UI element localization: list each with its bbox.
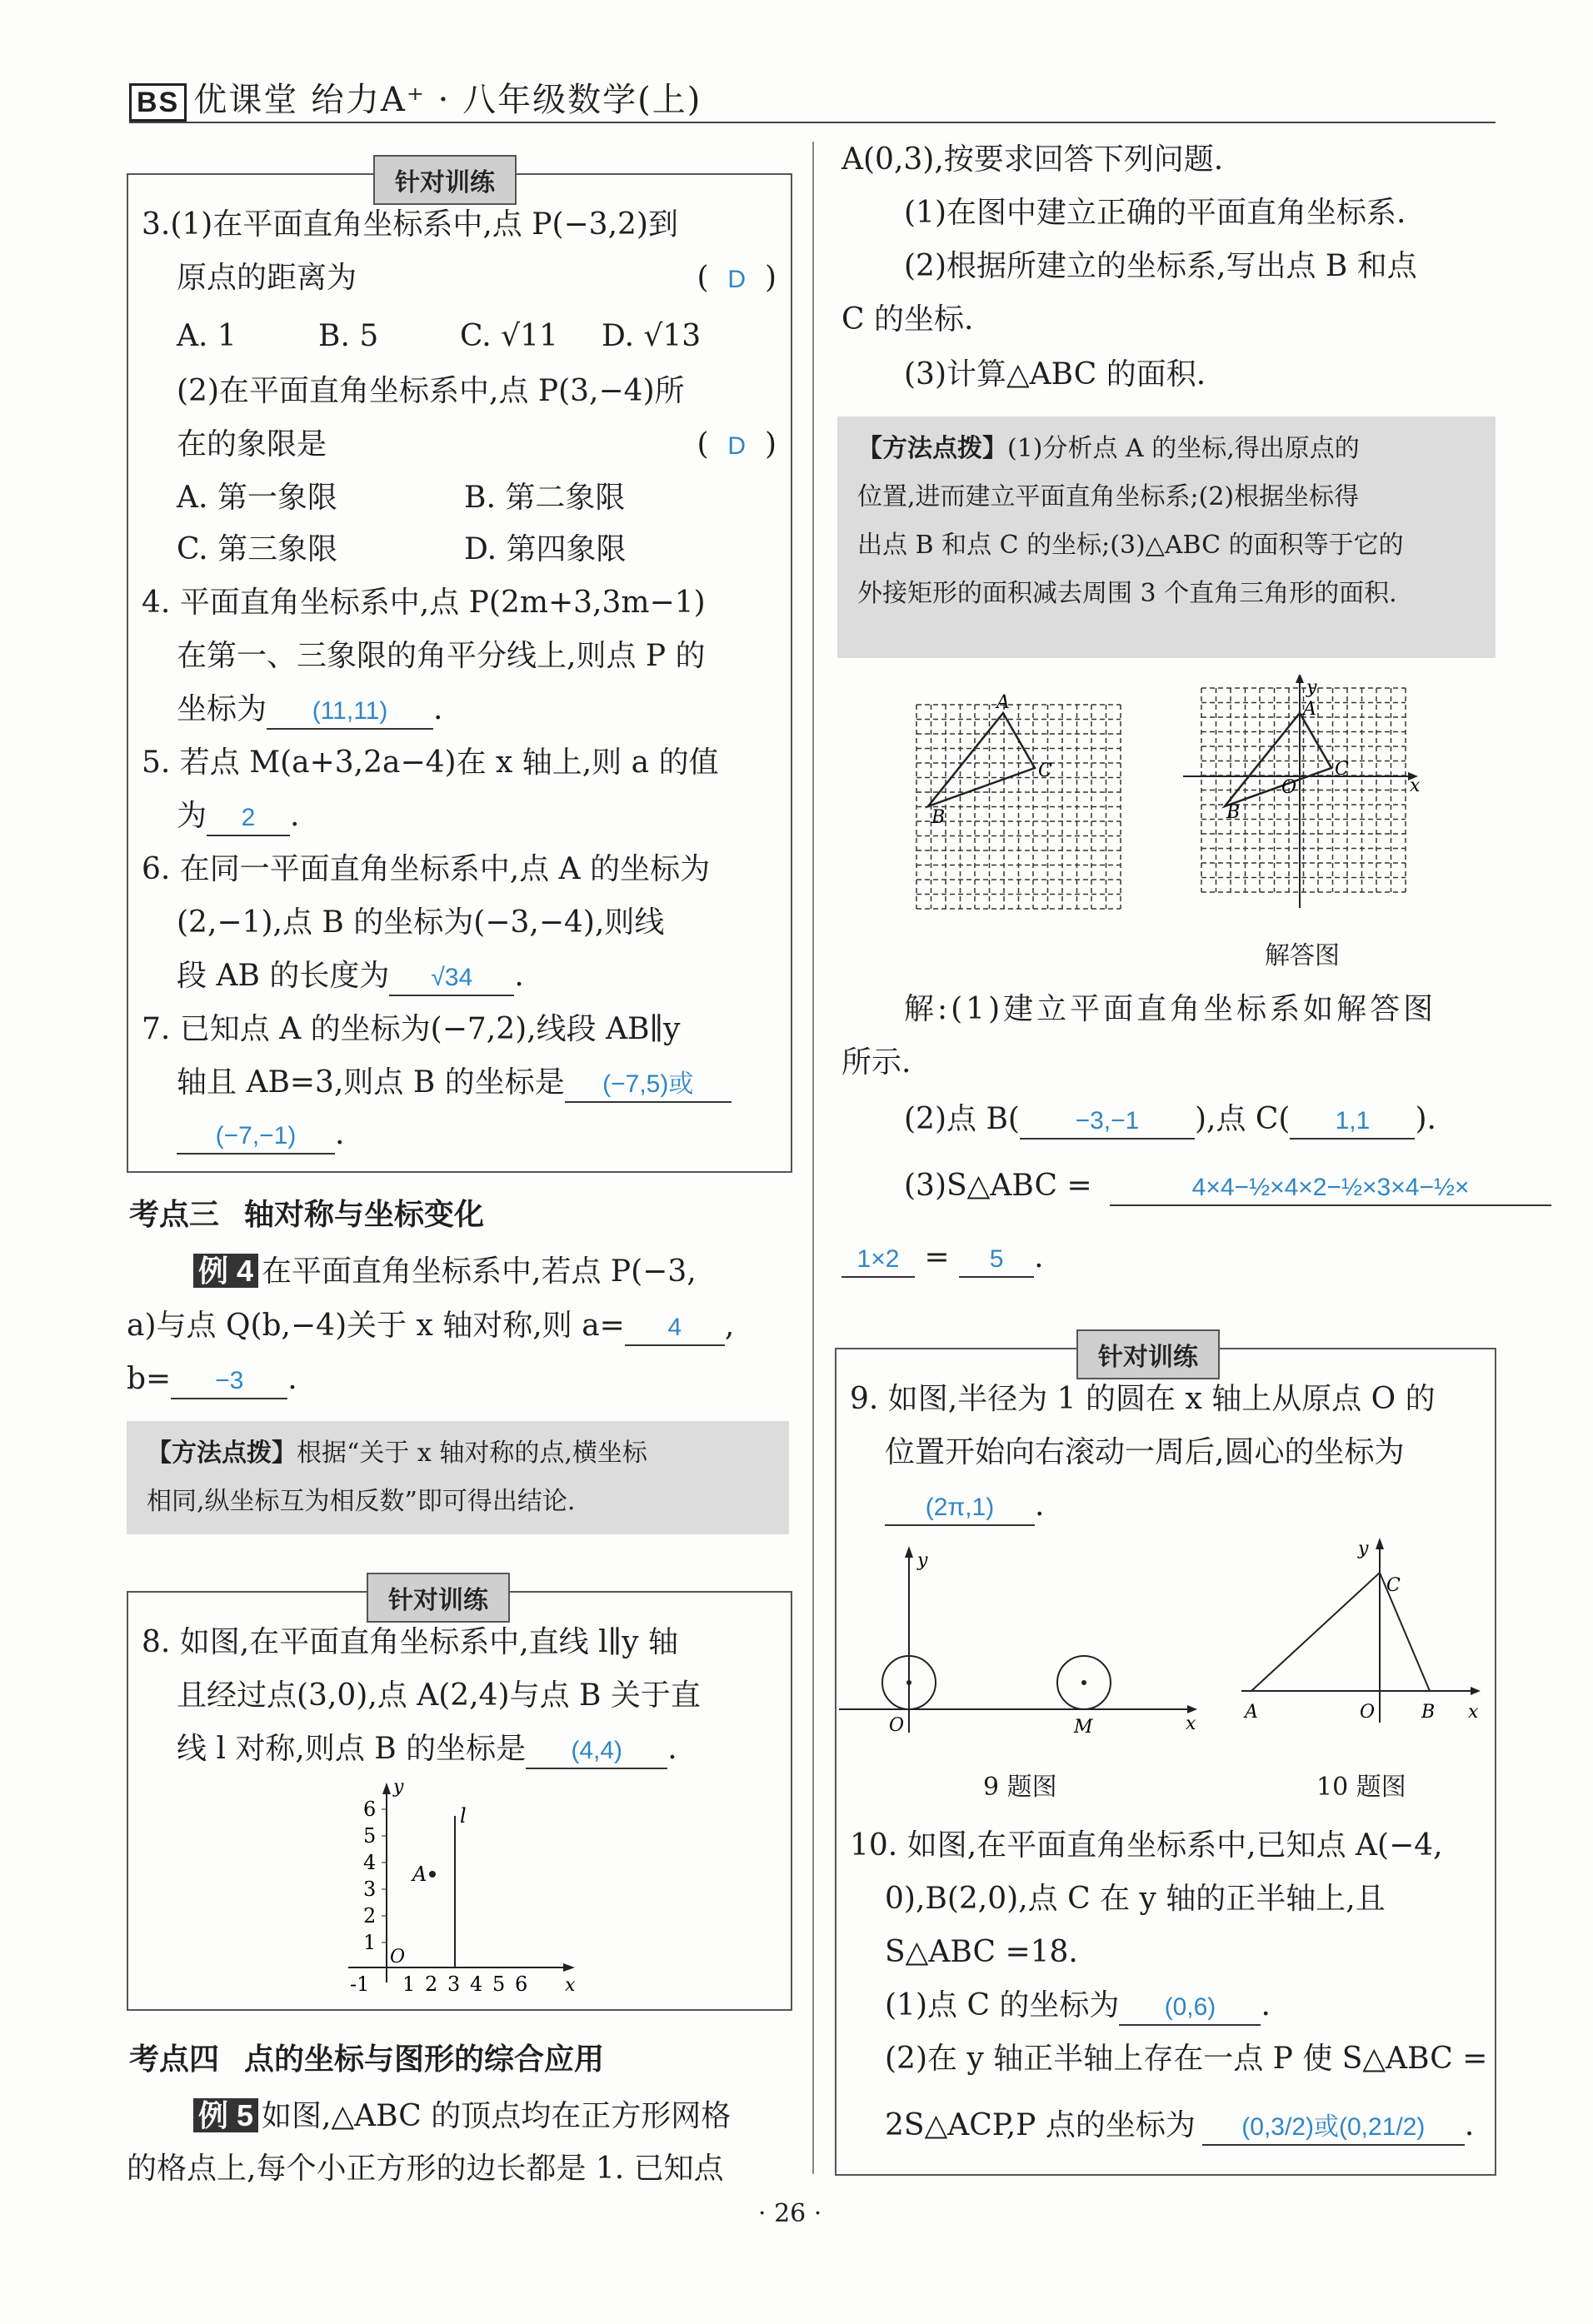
q8-x-tick-label: 4	[470, 1972, 483, 1996]
fig9-label-m: M	[1074, 1717, 1093, 1738]
r-line3: (2)根据所建立的坐标系,写出点 B 和点	[904, 249, 1417, 283]
q3-2-answer: ( D )	[697, 427, 777, 461]
figure-9-caption: 9 题图	[983, 1773, 1057, 1802]
q3-1-line2	[177, 252, 777, 305]
fig9-label-y: y	[917, 1550, 928, 1571]
q6-line2: (2,−1),点 B 的坐标为(−3,−4),则线	[177, 905, 665, 940]
triangle-abc-right	[1225, 713, 1331, 806]
q8-line3: 线 l 对称,则点 B 的坐标是 (4,4) .	[177, 1723, 677, 1776]
q8-y-tick-label: 2	[363, 1904, 377, 1928]
page-number: · 26 ·	[758, 2199, 822, 2228]
q7-line1: 7. 已知点 A 的坐标为(−7,2),线段 AB∥y	[142, 1012, 681, 1046]
method-tip-1: 【方法点拨】根据“关于 x 轴对称的点,横坐标 相同,纵坐标互为相反数”即可得出结论.	[127, 1421, 789, 1534]
q6-line3: 段 AB 的长度为 √34 .	[177, 950, 524, 1003]
q7-line2: 轴且 AB=3,则点 B 的坐标是 (−7,5)或	[177, 1056, 732, 1110]
q8-line2: 且经过点(3,0),点 A(2,4)与点 B 关于直	[177, 1678, 701, 1713]
figure-9	[837, 1541, 1208, 1741]
fig9-center-end	[1081, 1680, 1086, 1685]
q8-x-axis-label: x	[565, 1975, 576, 1996]
section-3-heading: 考点三 轴对称与坐标变化	[129, 1197, 485, 1231]
q8-x-arrow	[563, 1963, 575, 1972]
q10-part2-line2: 2S△ACP,P 点的坐标为 (0,3/2)或(0,21/2) .	[885, 2099, 1474, 2152]
grid-left-label-a: A	[996, 692, 1010, 713]
q8-point-a-label: A	[412, 1863, 427, 1886]
practice-tab-2: 针对训练	[367, 1573, 510, 1623]
q8-x-tick-label: 6	[515, 1972, 528, 1996]
example-5-line1: 例 5 如图,△ABC 的顶点均在正方形网格	[193, 2089, 731, 2143]
q8-y-ticks	[363, 1798, 387, 1954]
practice-tab-1: 针对训练	[373, 155, 517, 205]
answer-y-arrow	[1296, 675, 1304, 683]
example-5-line2: 的格点上,每个小正方形的边长都是 1. 已知点	[127, 2152, 724, 2186]
grid-right-label-x: x	[1410, 775, 1421, 796]
q10-line3: S△ABC =18.	[885, 1935, 1078, 1969]
q8-x-ticks	[350, 1972, 527, 1996]
fig10-y-arrow	[1376, 1538, 1384, 1549]
r-line4: C 的坐标.	[841, 302, 974, 337]
example-4-line2: a)与点 Q(b,−4)关于 x 轴对称,则 a= 4 ,	[127, 1299, 734, 1353]
q3-1-answer: ( D )	[697, 261, 777, 295]
q7-line3: (−7,−1) .	[177, 1108, 344, 1161]
left-grid	[916, 705, 1121, 909]
solution-1a: 解:(1)建立平面直角坐标系如解答图	[904, 992, 1437, 1026]
q3-2-line2: 在的象限是 ( D )	[177, 418, 777, 471]
q4-line2: 在第一、三象限的角平分线上,则点 P 的	[177, 639, 706, 673]
fig10-label-o: O	[1360, 1702, 1376, 1723]
grid-right-label-c: C	[1335, 759, 1349, 780]
page-header	[129, 73, 702, 122]
q6-line1: 6. 在同一平面直角坐标系中,点 A 的坐标为	[142, 852, 711, 886]
fig10-label-x: x	[1468, 1702, 1479, 1723]
grid-left-label-b: B	[931, 807, 946, 828]
grid-right-label-a: A	[1303, 699, 1316, 720]
fig10-label-b: B	[1421, 1702, 1436, 1723]
method-tip-2: 【方法点拨】(1)分析点 A 的坐标,得出原点的 位置,进而建立平面直角坐标系;(2)根据坐标得 出点 B 和点 C 的坐标;(3)△ABC 的面积等于它的 外接矩形的面积减去周围 3 个直角三角形的面积.	[837, 416, 1496, 658]
q5-line2: 为 2 .	[177, 790, 299, 843]
fig10-x-arrow	[1471, 1687, 1481, 1695]
q8-origin-label: O	[390, 1947, 406, 1967]
q8-y-tick-label: 5	[363, 1824, 377, 1848]
q3-1-options: A. 1 B. 5 C. √11 D. √13	[177, 319, 702, 353]
q10-part2-line1: (2)在 y 轴正半轴上存在一点 P 使 S△ABC =	[885, 2042, 1488, 2076]
solution-1b: 所示.	[841, 1045, 911, 1080]
q8-x-tick-label: -1	[350, 1972, 370, 1996]
q8-x-tick-label: 1	[402, 1972, 416, 1996]
q3-1-text: 原点的距离为	[177, 261, 357, 295]
q8-y-tick-label: 4	[363, 1851, 377, 1874]
fig9-x-arrow	[1187, 1705, 1197, 1713]
solution-3-line1: (3)S△ABC = 4×4−½×4×2−½×3×4−½×	[904, 1160, 1551, 1213]
q10-line2: 0),B(2,0),点 C 在 y 轴的正半轴上,且	[885, 1882, 1386, 1916]
example-5-grid-figure	[908, 675, 1425, 916]
q8-y-tick-label: 3	[363, 1878, 377, 1901]
q8-x-tick-label: 5	[492, 1972, 506, 1996]
grid-right-label-y: y	[1306, 677, 1317, 698]
q3-2-options-ab: A. 第一象限 B. 第二象限	[177, 481, 626, 515]
q3-1-line1: 3.(1)在平面直角坐标系中,点 P(−3,2)到	[142, 207, 678, 242]
q9-line3: (2π,1) .	[885, 1479, 1044, 1533]
q10-part1: (1)点 C 的坐标为 (0,6) .	[885, 1979, 1271, 2032]
q8-coordinate-figure	[333, 1774, 600, 1999]
q8-line1: 8. 如图,在平面直角坐标系中,直线 l∥y 轴	[142, 1625, 679, 1659]
q8-y-axis-label: y	[393, 1777, 404, 1798]
example-4-badge: 例 4	[193, 1254, 258, 1288]
fig10-label-a: A	[1245, 1702, 1258, 1723]
r-line5: (3)计算△ABC 的面积.	[904, 357, 1206, 391]
r-line2: (1)在图中建立正确的平面直角坐标系.	[904, 196, 1406, 230]
q3-2-options-cd: C. 第三象限 D. 第四象限	[177, 532, 627, 566]
q8-x-tick-label: 3	[447, 1972, 461, 1996]
grid-right-label-o: O	[1281, 777, 1297, 798]
q9-line2: 位置开始向右滚动一周后,圆心的坐标为	[885, 1435, 1405, 1469]
q4-line1: 4. 平面直角坐标系中,点 P(2m+3,3m−1)	[142, 586, 706, 620]
grid-right-label-b: B	[1226, 802, 1241, 823]
fig9-label-o: O	[889, 1715, 905, 1736]
example-4-line3: b= −3 .	[127, 1353, 297, 1406]
q5-line1: 5. 若点 M(a+3,2a−4)在 x 轴上,则 a 的值	[142, 746, 719, 780]
example-4-line1: 例 4 在平面直角坐标系中,若点 P(−3,	[193, 1244, 697, 1299]
q8-y-tick-label: 1	[363, 1931, 377, 1954]
q3-2-line1: (2)在平面直角坐标系中,点 P(3,−4)所	[177, 374, 685, 408]
fig9-center-start	[906, 1680, 911, 1685]
q8-y-arrow	[382, 1783, 391, 1794]
logo: BS	[129, 83, 187, 122]
fig9-y-arrow	[905, 1546, 913, 1558]
section-4-heading: 考点四 点的坐标与图形的综合应用	[129, 2042, 605, 2076]
fig10-label-y: y	[1358, 1539, 1369, 1559]
q9-line1: 9. 如图,半径为 1 的圆在 x 轴上从原点 O 的	[850, 1382, 1436, 1416]
figure-10-caption: 10 题图	[1316, 1773, 1406, 1802]
answer-figure-caption: 解答图	[1265, 941, 1340, 970]
grid-left-label-c: C	[1038, 761, 1052, 781]
q8-point-a	[429, 1871, 436, 1878]
q8-line-label: l	[460, 1804, 467, 1828]
example-5-badge: 例 5	[193, 2098, 258, 2132]
fig9-label-x: x	[1186, 1713, 1196, 1734]
q8-y-tick-label: 6	[363, 1798, 377, 1821]
solution-2: (2)点 B( −3,−1 ),点 C( 1,1 ).	[904, 1093, 1436, 1146]
q4-line3: 坐标为 (11,11) .	[177, 683, 442, 736]
practice-tab-3: 针对训练	[1076, 1329, 1220, 1379]
fig10-label-c: C	[1386, 1575, 1401, 1596]
solution-3-line2: 1×2 = 5 .	[841, 1231, 1044, 1284]
fig10-triangle	[1251, 1573, 1430, 1691]
figure-10	[1233, 1533, 1491, 1733]
q8-x-tick-label: 2	[425, 1972, 438, 1996]
q10-line1: 10. 如图,在平面直角坐标系中,已知点 A(−4,	[850, 1828, 1443, 1863]
header-title: 优课堂 绐力A⁺ · 八年级数学(上)	[193, 81, 702, 119]
r-line1: A(0,3),按要求回答下列问题.	[841, 142, 1224, 177]
column-divider	[812, 142, 814, 2174]
header-rule	[129, 122, 1496, 123]
